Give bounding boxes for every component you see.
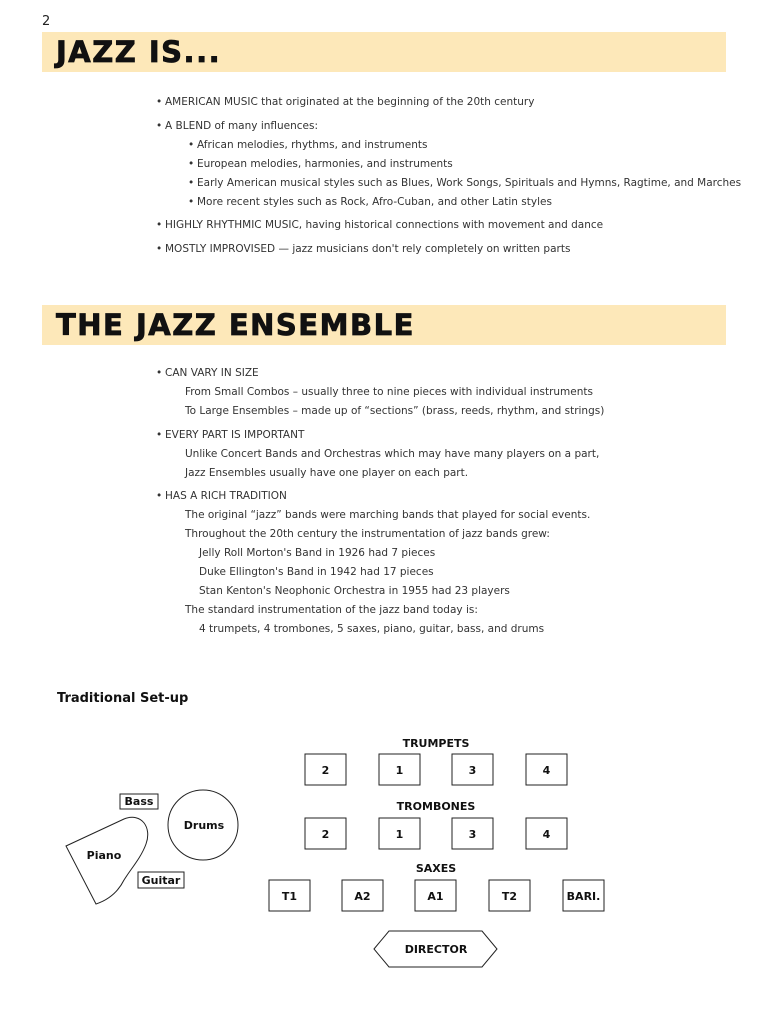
list-item: • Early American musical styles such as Blues, Work Songs, Spirituals and Hymns, Ragtime, and Marches [197,177,741,189]
list-item: • More recent styles such as Rock, Afro-Cuban, and other Latin styles [197,196,552,208]
list-item: Jelly Roll Morton's Band in 1926 had 7 pieces [199,547,436,559]
list-item: • CAN VARY IN SIZE [165,367,259,379]
trombones-label: TROMBONES [396,800,476,813]
trumpet-seats [305,754,567,785]
list-item: To Large Ensembles – made up of “sections” (brass, reeds, rhythm, and strings) [185,405,605,417]
trumpet-seat: 1 [395,764,404,777]
section-title: THE JAZZ ENSEMBLE [56,308,415,342]
sax-seat: T2 [501,890,518,903]
list-item: Unlike Concert Bands and Orchestras which may have many players on a part, [185,448,600,460]
drums-label: Drums [183,819,225,832]
trombone-seat: 4 [542,828,551,841]
list-item: 4 trumpets, 4 trombones, 5 saxes, piano, guitar, bass, and drums [199,623,545,635]
guitar-label: Guitar [141,874,181,887]
page-number: 2 [42,14,51,29]
list-item: • AMERICAN MUSIC that originated at the beginning of the 20th century [165,96,534,108]
bass-label: Bass [124,795,154,808]
sax-seat: BARI. [566,890,601,903]
piano-label: Piano [86,849,122,862]
trumpet-seat: 4 [542,764,551,777]
list-item: • African melodies, rhythms, and instruments [197,139,427,151]
list-item: The standard instrumentation of the jazz band today is: [185,604,478,616]
trombone-seat: 2 [321,828,330,841]
sax-seat: T1 [281,890,298,903]
setup-heading: Traditional Set-up [57,691,189,706]
list-item: • European melodies, harmonies, and instruments [197,158,453,170]
list-item: Jazz Ensembles usually have one player on each part. [185,467,469,479]
sax-seat: A1 [427,890,444,903]
list-item: • EVERY PART IS IMPORTANT [165,429,304,441]
trombone-seat: 1 [395,828,404,841]
list-item: From Small Combos – usually three to nine pieces with individual instruments [185,386,593,398]
list-item: • HIGHLY RHYTHMIC MUSIC, having historical connections with movement and dance [165,219,603,231]
list-item: Throughout the 20th century the instrumentation of jazz bands grew: [185,528,550,540]
trumpet-seat: 2 [321,764,330,777]
trumpets-label: TRUMPETS [402,737,470,750]
trombone-seat: 3 [468,828,477,841]
list-item: • HAS A RICH TRADITION [165,490,287,502]
list-item: The original “jazz” bands were marching bands that played for social events. [185,509,591,521]
sax-seat: A2 [354,890,371,903]
trumpet-seat: 3 [468,764,477,777]
director-label: DIRECTOR [404,943,468,956]
section-title: JAZZ IS... [56,35,222,69]
list-item: Stan Kenton's Neophonic Orchestra in 1955 had 23 players [199,585,510,597]
list-item: Duke Ellington's Band in 1942 had 17 pieces [199,566,434,578]
list-item: • A BLEND of many influences: [165,120,318,132]
trombone-seats [305,818,567,849]
saxes-label: SAXES [415,862,457,875]
list-item: • MOSTLY IMPROVISED — jazz musicians don't rely completely on written parts [165,243,570,255]
